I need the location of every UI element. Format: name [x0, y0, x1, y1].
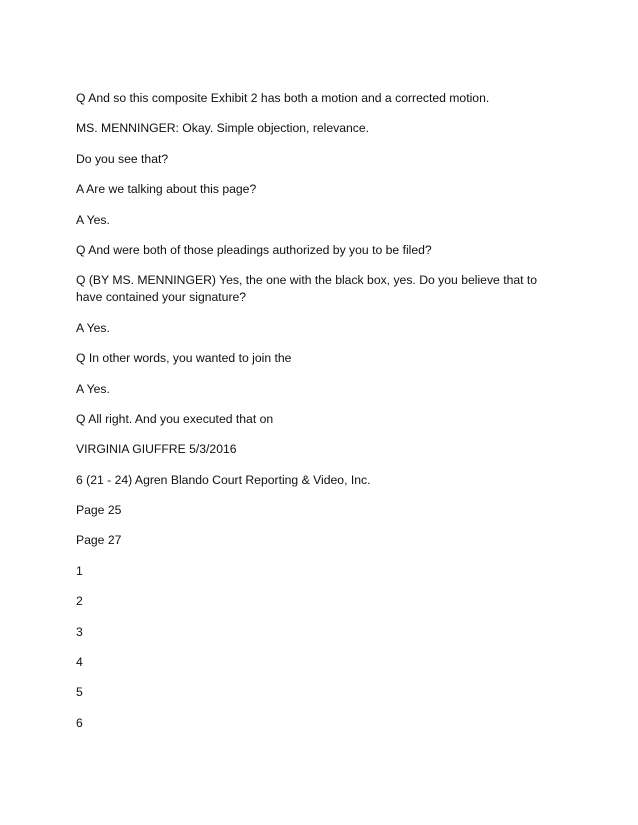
line-number: 6	[76, 715, 83, 730]
transcript-line: Do you see that?	[76, 151, 169, 166]
line-number: 3	[76, 624, 83, 639]
transcript-line: A Yes.	[76, 320, 110, 335]
line-number: 2	[76, 594, 83, 609]
reporter-footer-line: 6 (21 - 24) Agren Blando Court Reporting & Video, Inc.	[76, 472, 371, 487]
witness-date-line: VIRGINIA GIUFFRE 5/3/2016	[76, 442, 237, 457]
transcript-line: Q And so this composite Exhibit 2 has both a motion and a corrected motion.	[76, 91, 490, 105]
line-number: 5	[76, 685, 83, 700]
line-number: 1	[76, 563, 83, 578]
transcript-line: Q And were both of those pleadings authorized by you to be filed?	[76, 242, 432, 257]
transcript-line: A Yes.	[76, 212, 110, 227]
transcript-line: Q (BY MS. MENNINGER) Yes, the one with the black box, yes. Do you believe that to have contained your signature?	[76, 273, 538, 305]
transcript-line: A Yes.	[76, 381, 110, 396]
page-number-label: Page 27	[76, 533, 122, 548]
transcript-body	[76, 90, 556, 745]
transcript-line: A Are we talking about this page?	[76, 182, 257, 197]
transcript-line: MS. MENNINGER: Okay. Simple objection, relevance.	[76, 121, 370, 136]
transcript-line: Q All right. And you executed that on	[76, 411, 274, 426]
transcript-line: Q In other words, you wanted to join the	[76, 351, 292, 366]
line-number: 4	[76, 655, 83, 670]
page-number-label: Page 25	[76, 503, 122, 518]
